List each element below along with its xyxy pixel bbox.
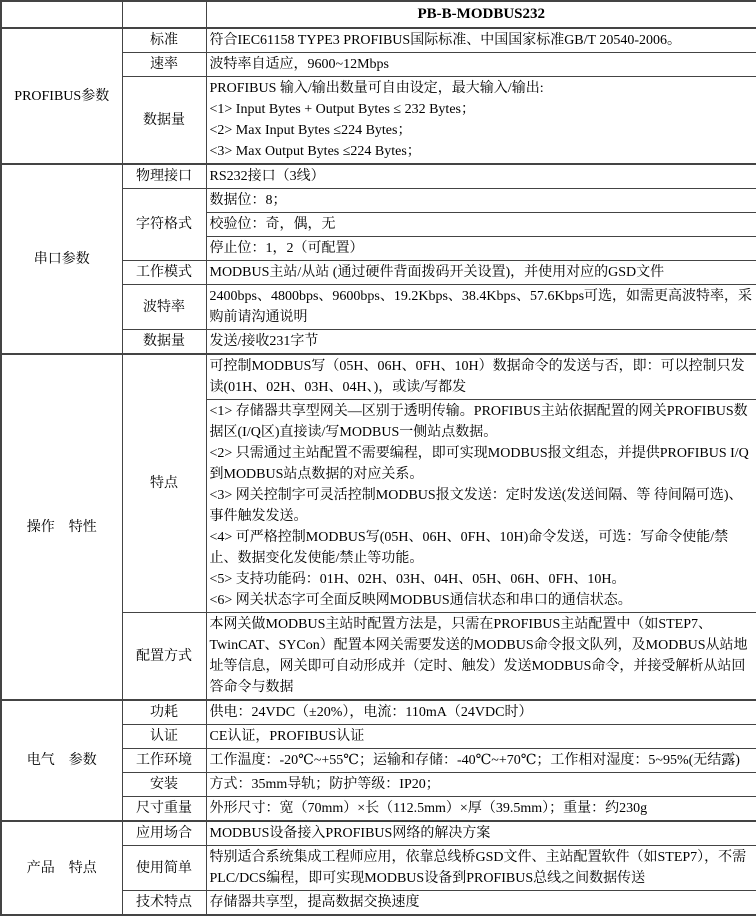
spec-value-cell [206,330,756,355]
spec-value-line: 特别适合系统集成工程师应用，依靠总线桥GSD文件、主站配置软件（如STEP7），不需PLC/DCS编程，即可实现MODBUS设备到PROFIBUS总线之间数据传送 [209,850,747,886]
header-empty-label-cell [122,1,206,28]
spec-value-line: 存储器共享型，提高数据交换速度 [209,895,420,910]
spec-value-line: MODBUS主站/从站 (通过硬件背面拨码开关设置)，并使用对应的GSD文件 [209,265,665,280]
table-row [1,821,756,846]
header-row [1,1,756,28]
spec-value-cell [206,891,756,916]
spec-value-line: 停止位：1，2（可配置） [209,241,364,256]
spec-label-cell: 安装 [122,773,206,797]
spec-value-cell [206,749,756,773]
spec-value-cell [206,773,756,797]
spec-value-line: PROFIBUS 输入/输出数量可自由设定，最大输入/输出: [209,81,544,96]
spec-label-cell: 应用场合 [122,821,206,846]
spec-value-line: 符合IEC61158 TYPE3 PROFIBUS国际标准、中国国家标准GB/T 20540-2006。 [209,33,681,48]
spec-value-line: <3> Max Output Bytes ≤224 Bytes； [209,144,421,159]
spec-value-line: 外形尺寸：宽（70mm）×长（112.5mm）×厚（39.5mm）；重量：约230g [209,801,648,816]
spec-label-cell: 速率 [122,53,206,77]
spec-label-cell: 标准 [122,28,206,53]
spec-value-cell [206,237,756,261]
spec-value-line: CE认证，PROFIBUS认证 [209,729,365,744]
spec-value-cell [206,77,756,165]
spec-value-cell [206,28,756,53]
spec-value-line: 方式：35mm导轨；防护等级：IP20； [209,777,440,792]
table-row [1,28,756,53]
spec-table-body [1,1,756,915]
spec-label-cell: 功耗 [122,700,206,725]
spec-value-cell [206,400,756,613]
spec-value-line: 供电：24VDC（±20%），电流：110mA（24VDC时） [209,705,533,720]
table-row [1,164,756,189]
spec-value-line: <1> Input Bytes + Output Bytes ≤ 232 Bytes； [209,102,475,117]
spec-value-cell [206,53,756,77]
category-cell: 操作 特性 [1,354,122,700]
header-empty-category-cell [1,1,122,28]
category-cell: 串口参数 [1,164,122,354]
spec-value-line: <2> 只需通过主站配置不需要编程，即可实现MODBUS报文组态，并提供PROFIBUS I/Q到MODBUS站点数据的对应关系。 [209,446,749,482]
spec-label-cell: 配置方式 [122,613,206,701]
spec-value-line: <5> 支持功能码：01H、02H、03H、04H、05H、06H、0FH、10H。 [209,572,626,587]
spec-value-cell [206,613,756,701]
spec-value-cell [206,797,756,822]
product-model-header: PB-B-MODBUS232 [206,1,756,28]
spec-label-cell: 字符格式 [122,189,206,261]
spec-value-cell [206,725,756,749]
spec-value-line: <3> 网关控制字可灵活控制MODBUS报文发送：定时发送(发送间隔、等 待间隔可选)、事件触发发送。 [209,488,743,524]
spec-label-cell: 技术特点 [122,891,206,916]
spec-value-cell [206,189,756,213]
spec-value-line: MODBUS设备接入PROFIBUS网络的解决方案 [209,826,491,841]
spec-value-line: <6> 网关状态字可全面反映网MODBUS通信状态和串口的通信状态。 [209,593,632,608]
table-row [1,354,756,400]
spec-label-cell: 认证 [122,725,206,749]
spec-value-line: 可控制MODBUS写（05H、06H、0FH、10H）数据命令的发送与否，即：可以控制只发读(01H、02H、03H、04H、)，或读/写都发 [209,359,745,395]
spec-value-line: <2> Max Input Bytes ≤224 Bytes； [209,123,412,138]
spec-value-cell [206,261,756,285]
spec-value-cell [206,285,756,330]
spec-value-line: 波特率自适应，9600~12Mbps [209,57,389,72]
spec-value-cell [206,354,756,400]
spec-label-cell: 尺寸重量 [122,797,206,822]
spec-label-cell: 特点 [122,354,206,613]
category-cell: 电气 参数 [1,700,122,821]
spec-value-line: RS232接口（3线） [209,169,325,184]
spec-value-cell [206,700,756,725]
category-cell: PROFIBUS参数 [1,28,122,164]
spec-label-cell: 工作环境 [122,749,206,773]
spec-value-line: 校验位：奇，偶，无 [209,217,336,232]
spec-value-line: <4> 可严格控制MODBUS写(05H、06H、0FH、10H)命令发送，可选：写命令使能/禁止、数据变化发使能/禁止等功能。 [209,530,729,566]
spec-label-cell: 数据量 [122,330,206,355]
spec-value-line: 本网关做MODBUS主站时配置方法是，只需在PROFIBUS主站配置中（如STEP7、TwinCAT、SYCon）配置本网关需要发送的MODBUS命令报文队列，及MODBUS从站地址等信息，网关即可自动形成并（定时、触发）发送MODBUS命令，并接受解析从站回答命令与数据 [209,617,748,695]
spec-label-cell: 物理接口 [122,164,206,189]
spec-value-cell [206,821,756,846]
table-row [1,700,756,725]
spec-value-line: 数据位：8； [209,193,287,208]
spec-value-line: 发送/接收231字节 [209,334,319,349]
category-cell: 产品 特点 [1,821,122,915]
spec-value-cell [206,164,756,189]
spec-value-cell [206,213,756,237]
spec-value-cell [206,846,756,891]
spec-value-line: 工作温度：-20℃~+55℃；运输和存储：-40℃~+70℃；工作相对湿度：5~95%(无结露) [209,753,740,768]
spec-label-cell: 波特率 [122,285,206,330]
spec-value-line: 2400bps、4800bps、9600bps、19.2Kbps、38.4Kbps、57.6Kbps可选，如需更高波特率，采购前请沟通说明 [209,289,753,325]
spec-label-cell: 数据量 [122,77,206,165]
spec-label-cell: 工作模式 [122,261,206,285]
spec-value-line: <1> 存储器共享型网关—区别于透明传输。PROFIBUS主站依据配置的网关PROFIBUS数据区(I/Q区)直接读/写MODBUS一侧站点数据。 [209,404,748,440]
spec-label-cell: 使用简单 [122,846,206,891]
